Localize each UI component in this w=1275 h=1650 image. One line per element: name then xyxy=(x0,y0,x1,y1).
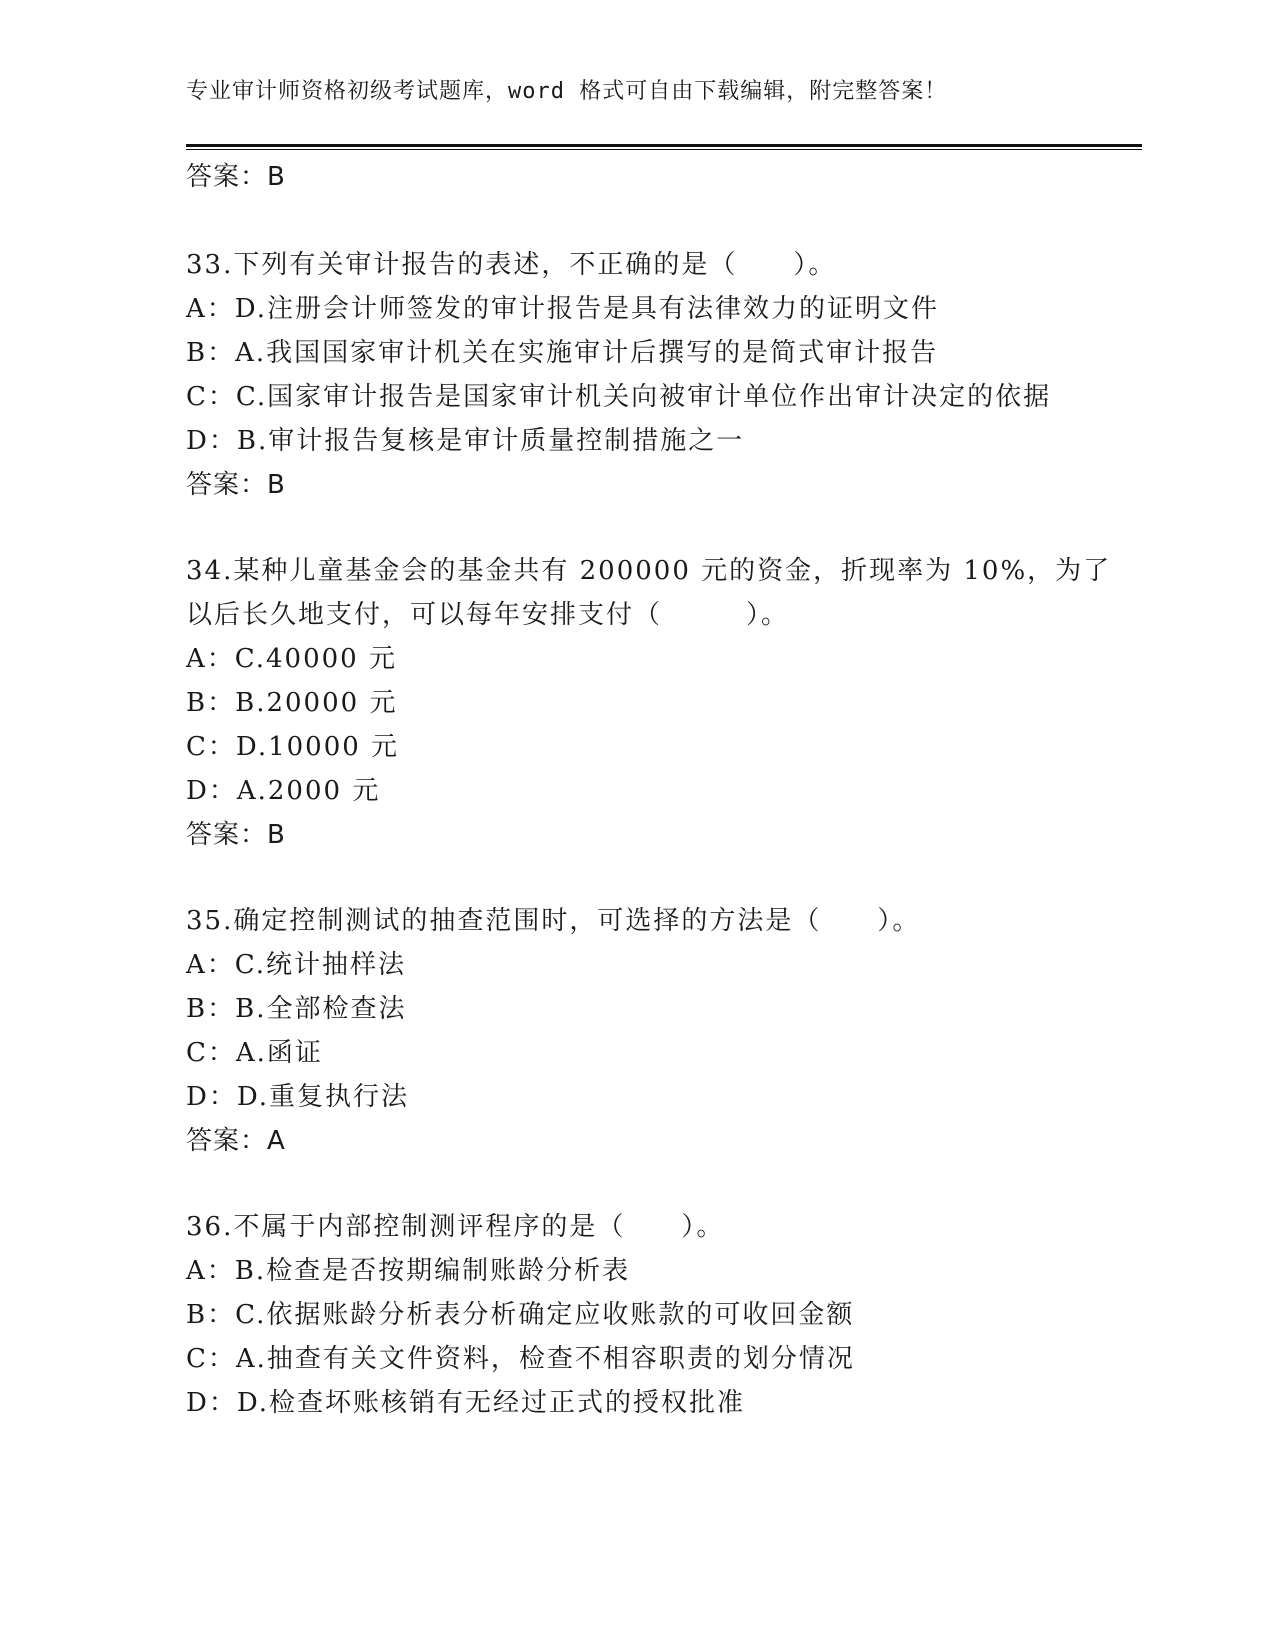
question-33-stem: 33.下列有关审计报告的表述，不正确的是（ ）。 xyxy=(186,250,837,280)
question-33-option-d: D：B.审计报告复核是审计质量控制措施之一 xyxy=(186,426,745,456)
page-header: 专业审计师资格初级考试题库，word 格式可自由下载编辑，附完整答案！ xyxy=(186,79,948,104)
question-33-answer: 答案：B xyxy=(186,470,286,500)
question-35-answer: 答案：A xyxy=(186,1126,286,1156)
header-rule-thin xyxy=(186,149,1142,150)
previous-answer: 答案：B xyxy=(186,162,286,192)
question-36-option-d: D：D.检查坏账核销有无经过正式的授权批准 xyxy=(186,1388,746,1418)
question-35-option-c: C：A.函证 xyxy=(186,1038,323,1068)
question-33-option-a: A：D.注册会计师签发的审计报告是具有法律效力的证明文件 xyxy=(186,294,939,324)
question-36-option-c: C：A.抽查有关文件资料，检查不相容职责的划分情况 xyxy=(186,1344,855,1374)
question-34-option-a: A：C.40000 元 xyxy=(186,644,397,674)
question-36-option-b: B：C.依据账龄分析表分析确定应收账款的可收回金额 xyxy=(186,1300,855,1330)
question-36-stem: 36.不属于内部控制测评程序的是（ ）。 xyxy=(186,1212,725,1242)
question-34-stem-line2: 以后长久地支付，可以每年安排支付（ ）。 xyxy=(186,600,790,630)
header-rule-thick xyxy=(186,144,1142,147)
question-33-option-b: B：A.我国国家审计机关在实施审计后撰写的是简式审计报告 xyxy=(186,338,939,368)
question-35-option-a: A：C.统计抽样法 xyxy=(186,950,407,980)
question-33-option-c: C：C.国家审计报告是国家审计机关向被审计单位作出审计决定的依据 xyxy=(186,382,1052,412)
question-34-answer: 答案：B xyxy=(186,820,286,850)
question-35-option-b: B：B.全部检查法 xyxy=(186,994,407,1024)
question-34-option-b: B：B.20000 元 xyxy=(186,688,398,718)
question-36-option-a: A：B.检查是否按期编制账龄分析表 xyxy=(186,1256,631,1286)
question-35-option-d: D：D.重复执行法 xyxy=(186,1082,410,1112)
question-34-option-d: D：A.2000 元 xyxy=(186,776,381,806)
question-34-stem-line1: 34.某种儿童基金会的基金共有 200000 元的资金，折现率为 10%，为了 xyxy=(186,556,1112,586)
question-34-option-c: C：D.10000 元 xyxy=(186,732,400,762)
question-35-stem: 35.确定控制测试的抽查范围时，可选择的方法是（ ）。 xyxy=(186,906,921,936)
